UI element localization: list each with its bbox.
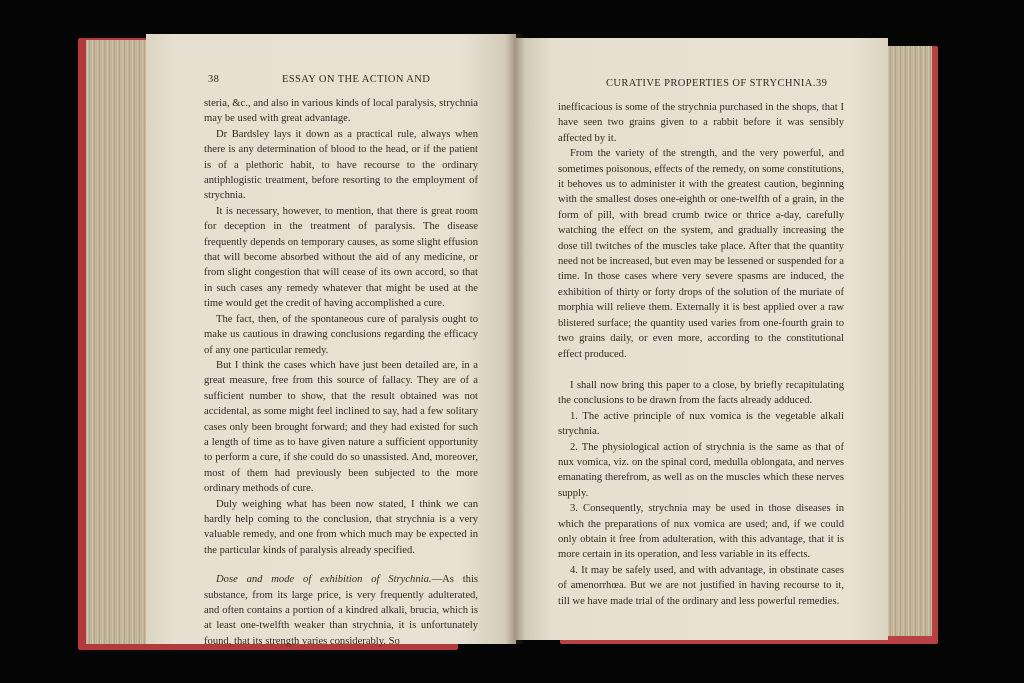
right-page: [514, 38, 888, 640]
left-page: [146, 34, 516, 647]
section-heading: Dose and mode of exhibition of Strychnia.: [216, 574, 432, 586]
left-page-body: [204, 96, 478, 649]
page-edges-right: [882, 46, 932, 636]
page-number-right: 39: [816, 78, 828, 89]
paragraph: Dr Bardsley lays it down as a practical rule, always when there is any determination of blood to the head, or if the patient is of a plethoric habit, to have recourse to the ordinary antiphlogistic treatment, before resorting to the employment of strychnia.: [204, 128, 478, 202]
running-head-left: ESSAY ON THE ACTION AND: [282, 74, 431, 85]
conclusion-item: 3. Consequently, strychnia may be used in those diseases in which the preparations of nux vomica are used; and, if we could only obtain it free from adulteration, with this advantage, that it is more certain in its operation, and less variable in its effects.: [558, 503, 844, 561]
page-number-left: 38: [208, 74, 220, 85]
conclusion-intro: I shall now bring this paper to a close, by briefly recapitulating the conclusions to be drawn from the facts already adduced.: [558, 379, 844, 407]
right-page-body: [558, 100, 844, 609]
paragraph: inefficacious is some of the strychnia purchased in the shops, that I have seen two grains given to a rabbit before it was sensibly affected by it.: [558, 102, 844, 144]
conclusion-item: 4. It may be safely used, and with advantage, in obstinate cases of amenorrhœa. But we are not justified in having recourse to it, till we have made trial of the ordinary and less powerful remedies.: [558, 564, 844, 607]
conclusion-item: 2. The physiological action of strychnia is the same as that of nux vomica, viz. on the spinal cord, medulla oblongata, and nerves emanating therefrom, as well as on the muscles which these nerves supply.: [558, 441, 844, 499]
paragraph: The fact, then, of the spontaneous cure of paralysis ought to make us cautious in drawing conclusions regarding the efficacy of any one particular remedy.: [204, 313, 478, 356]
running-head-right: CURATIVE PROPERTIES OF STRYCHNIA.: [606, 78, 816, 89]
conclusion-item: 1. The active principle of nux vomica is the vegetable alkali strychnia.: [558, 410, 844, 438]
section-text: —As this substance, from its large price, is very frequently adulterated, and often contains a portion of a kindred alkali, brucia, which is at least one-twelfth weaker than strychnia, it is unfortunately found, that its strength varies considerably. So: [204, 574, 479, 647]
section-paragraph: [204, 572, 478, 649]
paragraph: steria, &c., and also in various kinds of local paralysis, strychnia may be used with great advantage.: [204, 98, 478, 125]
page-edges-left: [86, 40, 150, 644]
book-gutter: [505, 34, 525, 644]
paragraph: Duly weighing what has been now stated, I think we can hardly help coming to the conclusion, that strychnia is a very valuable remedy, and one from which much may be expected in the particular kinds of paralysis already specified.: [204, 498, 478, 556]
paragraph: But I think the cases which have just been detailed are, in a great measure, free from this source of fallacy. They are of a sufficient number to show, that the result obtained was not accidental, as some might feel inclined to say, had a few solitary cases only been brought forward; and they had existed for such a length of time as to have given nature a sufficient opportunity to perform a cure, if she could do so unassisted. And, moreover, most of them had previously been subjected to the more ordinary methods of cure.: [204, 359, 478, 495]
paragraph: It is necessary, however, to mention, that there is great room for deception in the treatment of paralysis. The disease frequently depends on temporary causes, as some slight effusion that will become absorbed without the aid of any medicine, or from slight congestion that will cease of its own accord, so that in such cases any remedy whatever that might be used at the time would get the credit of having accomplished a cure.: [204, 205, 478, 310]
paragraph: From the variety of the strength, and the very powerful, and sometimes poisonous, effects of the remedy, on some constitutions, it behoves us to administer it with the greatest caution, beginning with the smallest doses one-eighth or one-twelfth of a grain, in the form of pill, with bread crumb twice or thrice a-day, carefully watching the effect on the system, and gradually increasing the dose till twitches of the muscles take place. After that the quantity need not be increased, but even may be lessened or suspended for a time. In those cases where very severe spasms are induced, the exhibition of thirty or forty drops of the solution of the muriate of morphia will relieve them. Externally it is best applied over a raw blistered surface; the quantity used varies from one-fourth grain to two grains daily, or even more, according to the constitutional effect produced.: [558, 148, 844, 360]
